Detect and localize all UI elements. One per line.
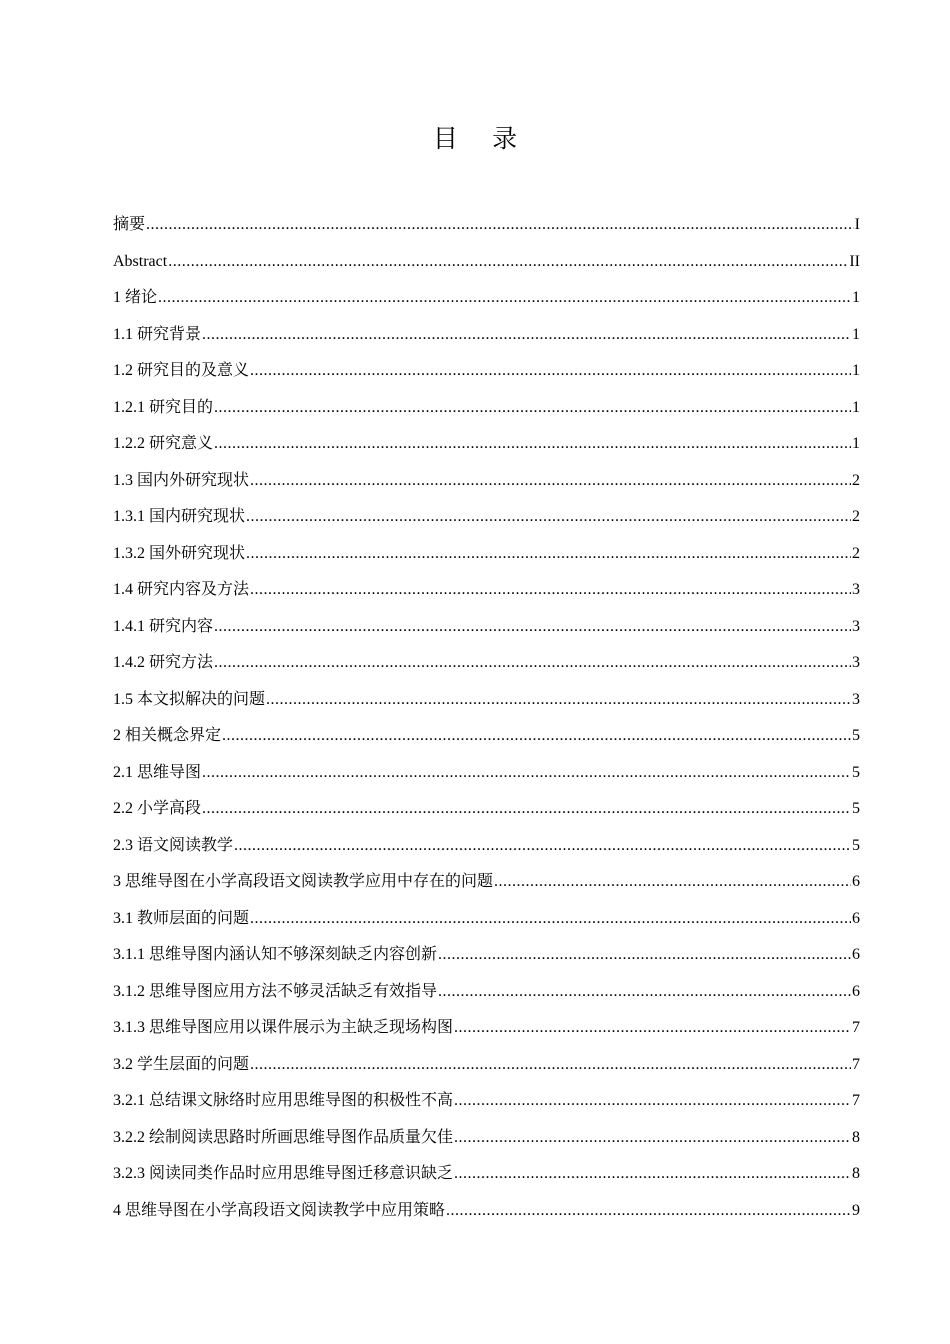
toc-entry-label: 1.2.1 研究目的 — [113, 398, 214, 416]
toc-entry-page-number: 3 — [852, 690, 860, 708]
toc-entry[interactable] — [113, 1010, 860, 1047]
toc-entry[interactable] — [113, 755, 860, 792]
toc-entry-label: 1 绪论 — [113, 289, 158, 306]
toc-entry-label: 1.5 本文拟解决的问题 — [113, 690, 266, 708]
toc-entry-label: 3.1 教师层面的问题 — [113, 909, 250, 927]
toc-entry-page-number: 3 — [852, 581, 860, 598]
toc-dot-leader — [146, 207, 854, 244]
toc-dot-leader — [438, 937, 851, 974]
toc-entry-page-number: 5 — [852, 763, 860, 781]
toc-entry-label: 3.2.3 阅读同类作品时应用思维导图迁移意识缺乏 — [113, 1165, 454, 1182]
toc-dot-leader — [202, 791, 851, 828]
toc-entry-label: 1.4.1 研究内容 — [113, 617, 214, 635]
toc-entry-page-number: I — [854, 216, 860, 233]
toc-entry[interactable] — [113, 828, 860, 865]
toc-entry-label: 1.3.2 国外研究现状 — [113, 544, 246, 562]
toc-entry-page-number: 7 — [852, 1092, 860, 1109]
toc-entry-page-number: 5 — [852, 727, 860, 744]
toc-entry-label: 1.3.1 国内研究现状 — [113, 508, 246, 525]
toc-entry-label: 摘要 — [113, 216, 146, 233]
toc-entry[interactable] — [113, 536, 860, 573]
toc-entry[interactable] — [113, 572, 860, 609]
toc-entry[interactable] — [113, 682, 860, 719]
toc-entry[interactable] — [113, 499, 860, 536]
toc-entry-page-number: 2 — [852, 471, 860, 489]
toc-entry-page-number: 1 — [852, 398, 860, 416]
toc-entry-page-number: 2 — [852, 544, 860, 562]
toc-dot-leader — [214, 390, 851, 427]
toc-entry-page-number: II — [849, 252, 860, 270]
toc-dot-leader — [222, 718, 851, 755]
toc-entry[interactable] — [113, 1120, 860, 1157]
toc-entry-label: Abstract — [113, 252, 168, 270]
toc-entry-page-number: 1 — [852, 289, 860, 306]
toc-dot-leader — [158, 280, 851, 317]
toc-entry-page-number: 6 — [852, 873, 860, 890]
toc-dot-leader — [250, 463, 851, 500]
toc-dot-leader — [250, 901, 851, 938]
toc-entry-label: 3.1.2 思维导图应用方法不够灵活缺乏有效指导 — [113, 982, 438, 1000]
toc-dot-leader — [438, 974, 851, 1011]
toc-entry-label: 3.2.2 绘制阅读思路时所画思维导图作品质量欠佳 — [113, 1128, 454, 1146]
toc-entry[interactable] — [113, 426, 860, 463]
toc-dot-leader — [250, 572, 851, 609]
toc-entry[interactable] — [113, 207, 860, 244]
toc-entry-label: 1.1 研究背景 — [113, 325, 202, 343]
toc-dot-leader — [168, 244, 848, 281]
toc-entry-label: 2 相关概念界定 — [113, 727, 222, 744]
toc-entry[interactable] — [113, 645, 860, 682]
toc-entry[interactable] — [113, 463, 860, 500]
toc-dot-leader — [202, 317, 851, 354]
toc-entry[interactable] — [113, 864, 860, 901]
toc-entry-label: 1.4 研究内容及方法 — [113, 581, 250, 598]
toc-entry[interactable] — [113, 353, 860, 390]
toc-entry-label: 3.2.1 总结课文脉络时应用思维导图的积极性不高 — [113, 1092, 454, 1109]
toc-dot-leader — [454, 1156, 851, 1193]
toc-entry-label: 1.2 研究目的及意义 — [113, 362, 250, 379]
toc-entry-page-number: 5 — [852, 836, 860, 854]
toc-entry-label: 3 思维导图在小学高段语文阅读教学应用中存在的问题 — [113, 873, 494, 890]
toc-dot-leader — [446, 1193, 851, 1230]
toc-entry-label: 3.1.3 思维导图应用以课件展示为主缺乏现场构图 — [113, 1019, 454, 1036]
toc-entry[interactable] — [113, 317, 860, 354]
toc-entry-page-number: 3 — [852, 654, 860, 671]
toc-entry-label: 2.2 小学高段 — [113, 800, 202, 817]
toc-entry-label: 4 思维导图在小学高段语文阅读教学中应用策略 — [113, 1201, 446, 1219]
toc-entry-label: 1.3 国内外研究现状 — [113, 471, 250, 489]
toc-dot-leader — [214, 645, 851, 682]
toc-entry[interactable] — [113, 974, 860, 1011]
toc-dot-leader — [246, 499, 851, 536]
toc-entry[interactable] — [113, 244, 860, 281]
toc-entry-label: 1.4.2 研究方法 — [113, 654, 214, 671]
toc-entry-page-number: 1 — [852, 362, 860, 379]
toc-dot-leader — [266, 682, 851, 719]
toc-entry-label: 1.2.2 研究意义 — [113, 435, 214, 452]
toc-entry[interactable] — [113, 390, 860, 427]
toc-entry-page-number: 2 — [852, 508, 860, 525]
toc-entry[interactable] — [113, 901, 860, 938]
toc-dot-leader — [454, 1010, 851, 1047]
toc-entry-label: 2.3 语文阅读教学 — [113, 836, 234, 854]
toc-entry[interactable] — [113, 937, 860, 974]
toc-entry-label: 3.1.1 思维导图内涵认知不够深刻缺乏内容创新 — [113, 946, 438, 963]
toc-entry-page-number: 1 — [852, 325, 860, 343]
toc-entry-page-number: 1 — [852, 435, 860, 452]
toc-dot-leader — [454, 1120, 851, 1157]
toc-entry-page-number: 7 — [852, 1055, 860, 1073]
toc-dot-leader — [250, 353, 851, 390]
toc-dot-leader — [214, 426, 851, 463]
toc-entry-page-number: 7 — [852, 1019, 860, 1036]
toc-entry-page-number: 8 — [852, 1165, 860, 1182]
table-of-contents — [113, 207, 860, 1229]
toc-entry-label: 2.1 思维导图 — [113, 763, 202, 781]
toc-entry-page-number: 8 — [852, 1128, 860, 1146]
toc-entry-label: 3.2 学生层面的问题 — [113, 1055, 250, 1073]
toc-entry[interactable] — [113, 1156, 860, 1193]
toc-entry[interactable] — [113, 1083, 860, 1120]
toc-dot-leader — [246, 536, 851, 573]
toc-entry-page-number: 3 — [852, 617, 860, 635]
toc-dot-leader — [214, 609, 851, 646]
toc-entry[interactable] — [113, 1047, 860, 1084]
toc-entry[interactable] — [113, 280, 860, 317]
toc-entry-page-number: 6 — [852, 946, 860, 963]
toc-dot-leader — [494, 864, 851, 901]
toc-entry-page-number: 6 — [852, 909, 860, 927]
toc-dot-leader — [454, 1083, 851, 1120]
toc-dot-leader — [202, 755, 851, 792]
toc-dot-leader — [250, 1047, 851, 1084]
toc-entry-page-number: 6 — [852, 982, 860, 1000]
toc-entry[interactable] — [113, 791, 860, 828]
toc-entry[interactable] — [113, 1193, 860, 1230]
toc-entry-page-number: 5 — [852, 800, 860, 817]
toc-dot-leader — [234, 828, 851, 865]
toc-entry[interactable] — [113, 609, 860, 646]
toc-entry-page-number: 9 — [852, 1201, 860, 1219]
toc-entry[interactable] — [113, 718, 860, 755]
page-title: 目 录 — [432, 126, 532, 153]
